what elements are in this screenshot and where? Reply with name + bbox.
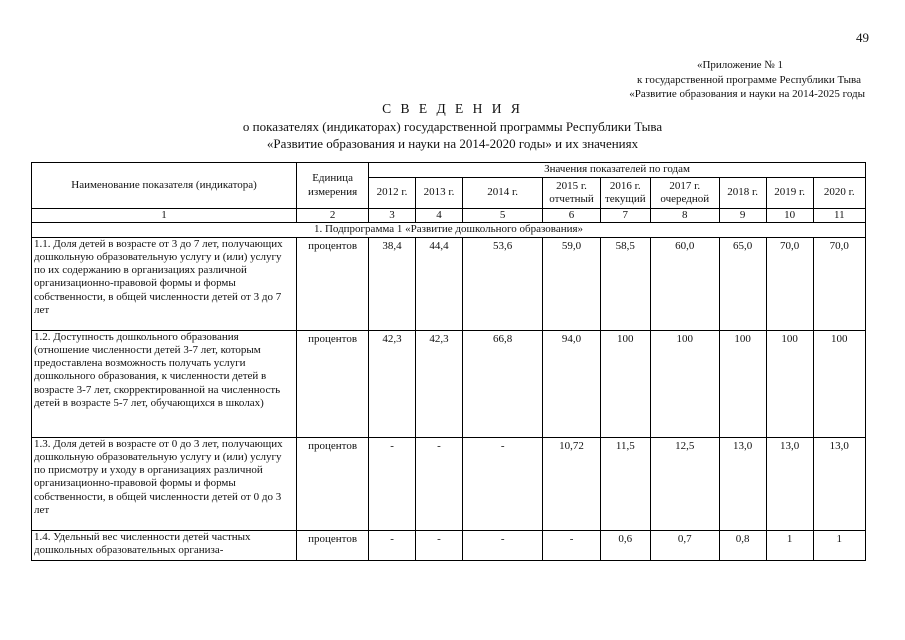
header-year: 2012 г.	[369, 178, 416, 209]
column-number: 6	[543, 209, 600, 223]
appendix-note	[629, 58, 865, 102]
indicator-value: 94,0	[543, 330, 600, 437]
header-year: 2015 г. отчетный	[543, 178, 600, 209]
column-number: 11	[813, 209, 865, 223]
indicators-table	[31, 162, 866, 561]
section-title: 1. Подпрограмма 1 «Развитие дошкольного образования»	[32, 223, 866, 237]
table-row	[32, 237, 866, 330]
indicator-unit: процентов	[297, 237, 369, 330]
indicator-value: 65,0	[719, 237, 766, 330]
indicator-value: 70,0	[766, 237, 813, 330]
indicator-value: 66,8	[462, 330, 542, 437]
column-number: 4	[416, 209, 463, 223]
indicator-value: -	[369, 530, 416, 560]
indicator-name: 1.3. Доля детей в возрасте от 0 до 3 лет, получающих дошкольную образовательную услугу и (или) услугу по присмотру и уходу в организациях различной организационно-правовой формы и формы собственности, в общей численности детей от 0 до 3 лет	[32, 437, 297, 530]
column-number: 5	[462, 209, 542, 223]
column-number: 3	[369, 209, 416, 223]
indicator-value: 42,3	[416, 330, 463, 437]
document-title: С В Е Д Е Н И Я	[382, 101, 523, 116]
indicator-value: -	[416, 437, 463, 530]
indicator-value: 44,4	[416, 237, 463, 330]
indicator-value: 1	[813, 530, 865, 560]
indicator-value: 53,6	[462, 237, 542, 330]
indicator-value: 13,0	[719, 437, 766, 530]
indicator-value: -	[369, 437, 416, 530]
indicator-value: 100	[813, 330, 865, 437]
subtitle-line-1: о показателях (индикаторах) государственной программы Республики Тыва	[242, 119, 663, 134]
indicator-value: 70,0	[813, 237, 865, 330]
indicator-unit: процентов	[297, 330, 369, 437]
indicator-value: 42,3	[369, 330, 416, 437]
column-number-row	[32, 209, 866, 223]
indicator-value: 13,0	[813, 437, 865, 530]
indicator-value: 60,0	[650, 237, 719, 330]
appendix-line-3: «Развитие образования и науки на 2014-2025 годы	[629, 88, 865, 100]
indicator-value: 100	[650, 330, 719, 437]
header-year: 2019 г.	[766, 178, 813, 209]
column-number: 7	[600, 209, 650, 223]
column-number: 10	[766, 209, 813, 223]
header-year: 2018 г.	[719, 178, 766, 209]
header-year: 2020 г.	[813, 178, 865, 209]
indicator-value: 58,5	[600, 237, 650, 330]
table-row	[32, 437, 866, 530]
column-number: 2	[297, 209, 369, 223]
indicator-value: 38,4	[369, 237, 416, 330]
header-year: 2013 г.	[416, 178, 463, 209]
indicator-value: -	[543, 530, 600, 560]
indicator-unit: процентов	[297, 530, 369, 560]
indicator-value: 0,8	[719, 530, 766, 560]
subtitle-line-2: «Развитие образования и науки на 2014-2020 годы» и их значениях	[266, 136, 639, 151]
indicator-value: 0,6	[600, 530, 650, 560]
indicator-value: 100	[766, 330, 813, 437]
indicator-value: -	[462, 437, 542, 530]
header-year: 2016 г. текущий	[600, 178, 650, 209]
indicator-unit: процентов	[297, 437, 369, 530]
column-number: 9	[719, 209, 766, 223]
appendix-line-1: «Приложение № 1	[696, 59, 783, 71]
header-year: 2014 г.	[462, 178, 542, 209]
column-number: 1	[32, 209, 297, 223]
indicator-value: 10,72	[543, 437, 600, 530]
header-values: Значения показателей по годам	[369, 163, 866, 178]
indicator-value: 100	[600, 330, 650, 437]
header-unit: Единица измерения	[297, 163, 369, 209]
page-number: 49	[856, 30, 869, 45]
appendix-line-2: к государственной программе Республики Тыва	[636, 73, 861, 86]
indicator-value: 13,0	[766, 437, 813, 530]
document-subtitle	[0, 118, 905, 152]
header-name: Наименование показателя (индикатора)	[32, 163, 297, 209]
indicator-name: 1.2. Доступность дошкольного образования (отношение численности детей 3-7 лет, которым предоставлена возможность получать услуги дошкольного образования, к численности детей в возрасте 3-7 лет, скорректированной на численность детей в возрасте 5-7 лет, обучающихся в школах)	[32, 330, 297, 437]
indicator-value: 12,5	[650, 437, 719, 530]
header-year: 2017 г. очередной	[650, 178, 719, 209]
indicator-name: 1.4. Удельный вес численности детей частных дошкольных образовательных организа-	[32, 530, 297, 560]
column-number: 8	[650, 209, 719, 223]
indicator-value: -	[416, 530, 463, 560]
indicator-value: 59,0	[543, 237, 600, 330]
table-row	[32, 330, 866, 437]
indicator-value: 1	[766, 530, 813, 560]
indicator-value: 0,7	[650, 530, 719, 560]
indicator-name: 1.1. Доля детей в возрасте от 3 до 7 лет, получающих дошкольную образовательную услугу и (или) услугу по их содержанию в организациях различной организационно-правовой формы и формы собственности, в общей численности детей от 3 до 7 лет	[32, 237, 297, 330]
indicator-value: 11,5	[600, 437, 650, 530]
indicator-value: 100	[719, 330, 766, 437]
table-row	[32, 530, 866, 560]
indicator-value: -	[462, 530, 542, 560]
